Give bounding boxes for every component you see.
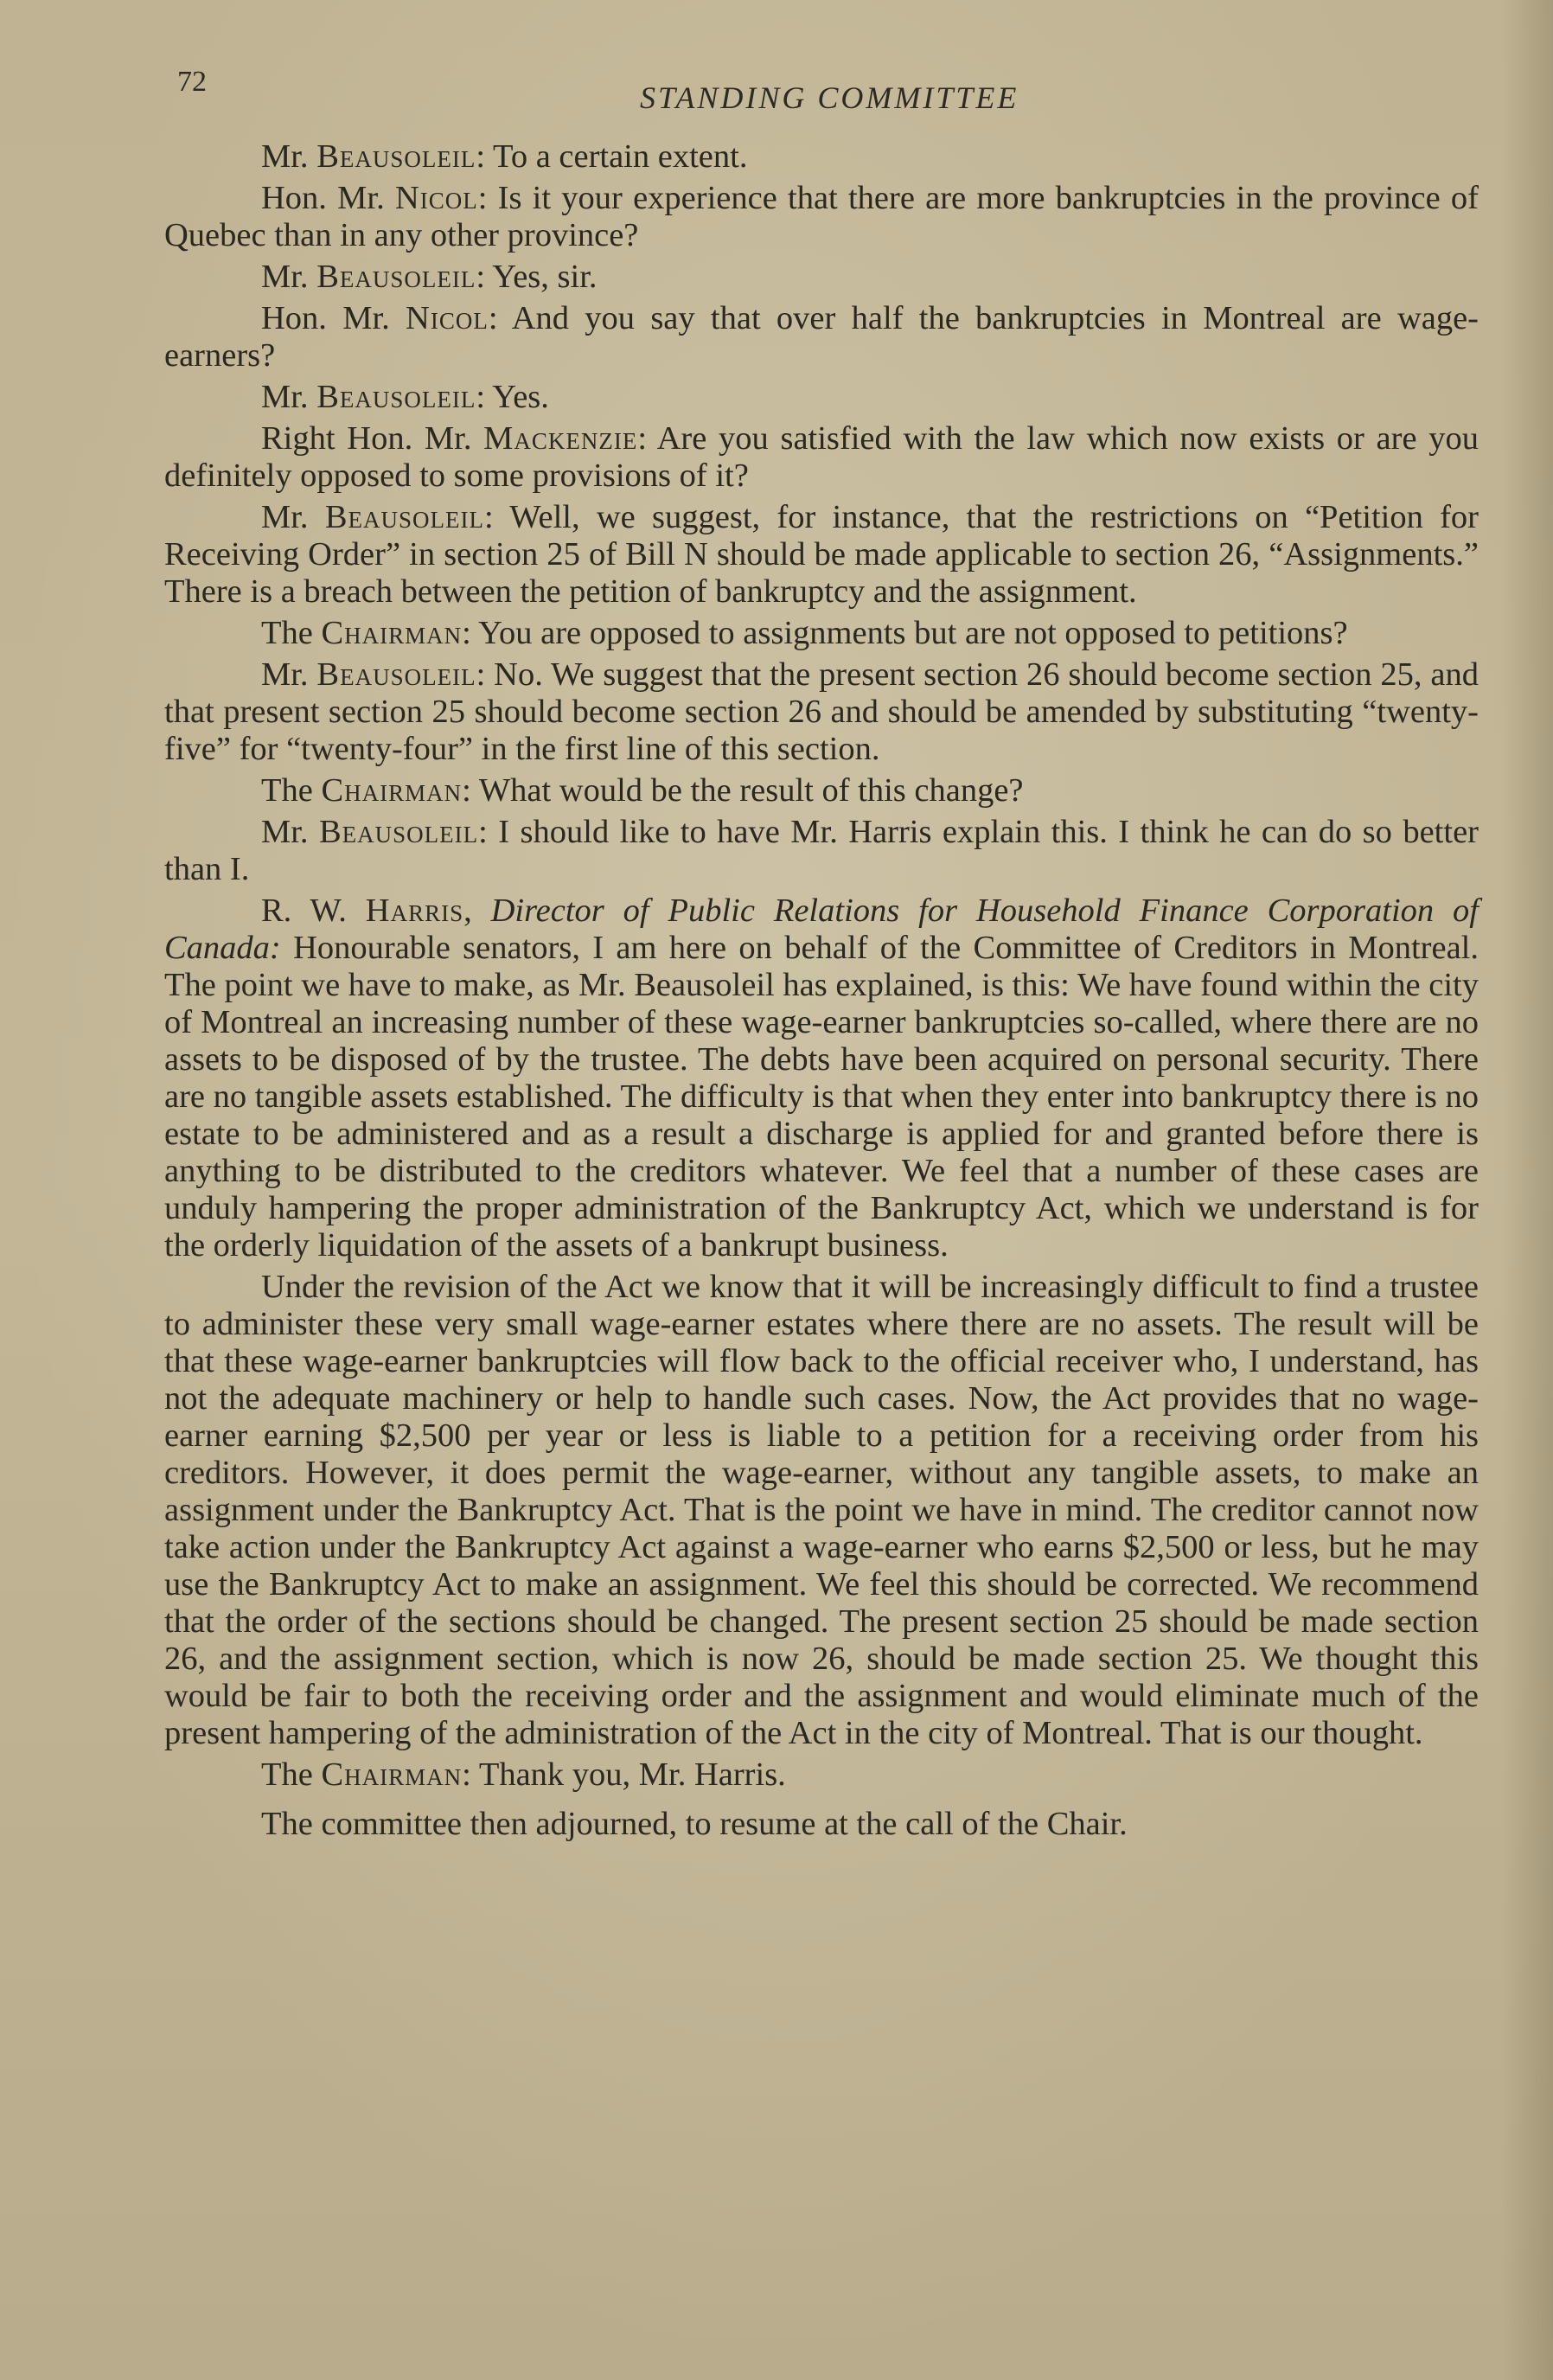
speaker-name: Harris	[365, 892, 464, 929]
page-edge-shadow	[1501, 0, 1553, 2380]
speaker-name: Beausoleil	[316, 656, 476, 693]
transcript-paragraph: Mr. Beausoleil: Yes, sir.	[261, 259, 598, 295]
page-number: 72	[177, 66, 207, 98]
speaker-name: Chairman	[321, 615, 463, 651]
transcript-paragraph: Mr. Beausoleil: No. We suggest that the present section 26 should become section 25, and that present section 25 should become section 26 and should be amended by substituting “twenty-five” for “twenty-four” in the first line of this section.	[164, 656, 1479, 767]
speaker-name: Chairman	[321, 1756, 463, 1793]
speaker-name: Beausoleil	[316, 259, 476, 295]
transcript-paragraph: Mr. Beausoleil: To a certain extent.	[261, 138, 748, 175]
adjournment-note: The committee then adjourned, to resume at the call of the Chair.	[261, 1806, 1128, 1842]
transcript-paragraph: R. W. Harris, Director of Public Relations for Household Finance Corporation of Canada: Honourable senators, I am here on behalf of the Committee of Creditors in Montreal. The point we have to make, as Mr. Beausoleil has explained, is this: We have found within the city of Montreal an increasing number of these wage-earner bankruptcies so-called, where there are no assets to be disposed of by the trustee. The debts have been acquired on personal security. There are no tangible assets established. The difficulty is that when they enter into bankruptcy there is no estate to be administered and as a result a discharge is applied for and granted before there is anything to be distributed to the creditors whatever. We feel that a number of these cases are unduly hampering the proper administration of the Bankruptcy Act, which we understand is for the orderly liquidation of the assets of a bankrupt business.	[164, 892, 1479, 1264]
transcript-paragraph: Hon. Mr. Nicol: And you say that over half the bankruptcies in Montreal are wage-earners?	[164, 300, 1480, 374]
transcript-body	[164, 138, 1479, 1847]
speaker-role: Director of Public Relations for Household Finance Corporation of Canada:	[164, 892, 1479, 966]
speaker-name: Chairman	[321, 772, 463, 809]
speaker-name: Beausoleil	[316, 379, 476, 415]
transcript-paragraph: Under the revision of the Act we know that it will be increasingly difficult to find a trustee to administer these very small wage-earner estates where there are no assets. The result will be that these wage-earner bankruptcies will flow back to the official receiver who, I understand, has not the adequate machinery or help to handle such cases. Now, the Act provides that no wage-earner earning $2,500 per year or less is liable to a petition for a receiving order from his creditors. However, it does permit the wage-earner, without any tangible assets, to make an assignment under the Bankruptcy Act. That is the point we have in mind. The creditor cannot now take action under the Bankruptcy Act against a wage-earner who earns $2,500 or less, but he may use the Bankruptcy Act to make an assignment. We feel this should be corrected. We recommend that the order of the sections should be changed. The present section 25 should be made section 26, and the assignment section, which is now 26, should be made section 25. We thought this would be fair to both the receiving order and the assignment and would eliminate much of the present hampering of the administration of the Act in the city of Montreal. That is our thought.	[164, 1269, 1479, 1751]
transcript-paragraph: Right Hon. Mr. Mackenzie: Are you satisfied with the law which now exists or are you definitely opposed to some provisions of it?	[164, 420, 1479, 494]
speaker-name: Mackenzie	[483, 420, 638, 457]
speaker-name: Beausoleil	[324, 499, 484, 535]
transcript-paragraph: The Chairman: Thank you, Mr. Harris.	[261, 1756, 786, 1793]
speaker-name: Nicol	[406, 300, 489, 336]
transcript-paragraph: The Chairman: You are opposed to assignments but are not opposed to petitions?	[261, 615, 1348, 651]
transcript-paragraph: Hon. Mr. Nicol: Is it your experience that there are more bankruptcies in the province of Quebec than in any other province?	[164, 180, 1480, 253]
transcript-paragraph: Mr. Beausoleil: I should like to have Mr. Harris explain this. I think he can do so better than I.	[164, 814, 1479, 887]
speaker-name: Beausoleil	[318, 814, 479, 850]
running-title: STANDING COMMITTEE	[640, 80, 1019, 115]
transcript-paragraph: Mr. Beausoleil: Well, we suggest, for instance, that the restrictions on “Petition for Receiving Order” in section 25 of Bill N should be made applicable to section 26, “Assignments.” There is a breach between the petition of bankruptcy and the assignment.	[164, 499, 1479, 610]
transcript-paragraph: Mr. Beausoleil: Yes.	[261, 379, 549, 415]
speaker-name: Nicol	[394, 180, 478, 216]
speaker-name: Beausoleil	[316, 138, 476, 175]
transcript-paragraph: The Chairman: What would be the result of this change?	[261, 772, 1024, 809]
